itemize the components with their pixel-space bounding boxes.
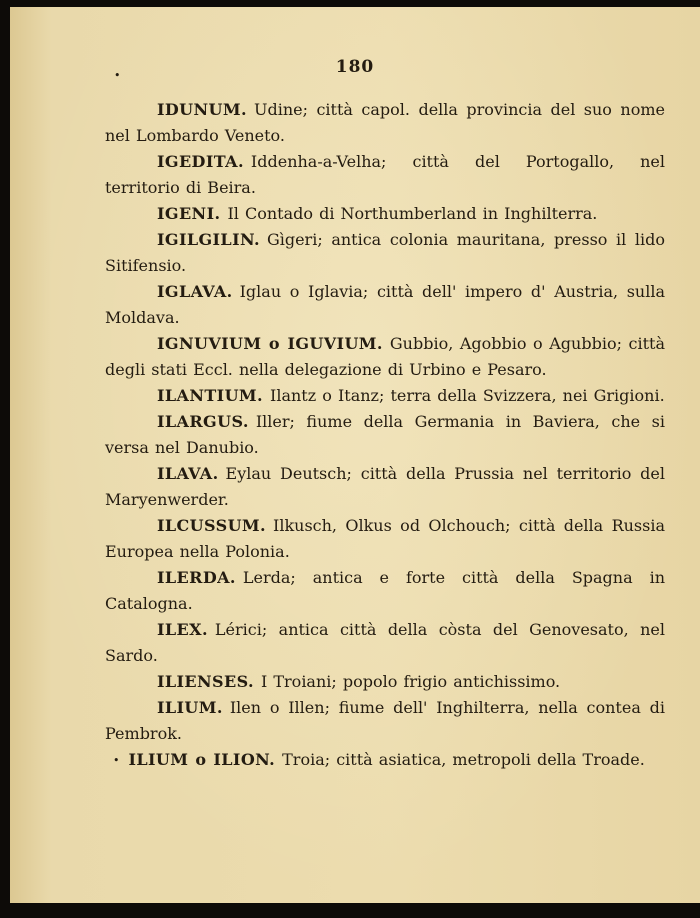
entry-body: Troia; città asiatica, metropoli della Troade. bbox=[282, 750, 645, 769]
ink-spot: • bbox=[114, 69, 121, 82]
entry-body: Iller; fiume della Germania in Baviera, che si versa nel Danubio. bbox=[105, 412, 665, 457]
entry-igeni bbox=[105, 201, 665, 227]
entry-body: Ilkusch, Olkus od Olchouch; città della Russia Europea nella Polonia. bbox=[105, 516, 665, 561]
entry-igilgilin bbox=[105, 227, 665, 279]
entry-headword: IGLAVA. bbox=[157, 282, 233, 301]
entry-headword: IGEDITA. bbox=[157, 152, 244, 171]
entry-body: Udine; città capol. della provincia del suo nome nel Lombardo Veneto. bbox=[105, 100, 665, 145]
entry-ilium-ilion bbox=[105, 747, 665, 774]
entry-body: Iddenha-a-Velha; città del Portogallo, nel territorio di Beira. bbox=[105, 152, 665, 197]
entry-headword: ILERDA. bbox=[157, 568, 236, 587]
entry-body: Iglau o Iglavia; città dell' impero d' Austria, sulla Moldava. bbox=[105, 282, 665, 327]
entry-headword: IGILGILIN. bbox=[157, 230, 260, 249]
entry-ilargus bbox=[105, 409, 665, 461]
entry-idunum bbox=[105, 97, 665, 149]
entry-iglava bbox=[105, 279, 665, 331]
entry-headword: IDUNUM. bbox=[157, 100, 247, 119]
entry-body: Lérici; antica città della còsta del Genovesato, nel Sardo. bbox=[105, 620, 665, 665]
entry-body: Ilantz o Itanz; terra della Svizzera, nei Grigioni. bbox=[270, 386, 665, 405]
entry-ilantium bbox=[105, 383, 665, 409]
entry-marker-dot: • bbox=[113, 753, 120, 767]
entry-ignuvium bbox=[105, 331, 665, 383]
page-header bbox=[10, 57, 700, 87]
entry-ilium bbox=[105, 695, 665, 747]
dictionary-entries bbox=[105, 97, 665, 774]
page-number: 180 bbox=[335, 57, 375, 77]
entry-headword: ILARGUS. bbox=[157, 412, 249, 431]
entry-body: I Troiani; popolo frigio antichissimo. bbox=[260, 672, 561, 691]
entry-headword: ILEX. bbox=[157, 620, 208, 639]
scan-edge-left bbox=[0, 0, 10, 918]
entry-ilerda bbox=[105, 565, 665, 617]
entry-ilcussum bbox=[105, 513, 665, 565]
entry-body: Gubbio, Agobbio o Agubbio; città degli stati Eccl. nella delegazione di Urbino e Pesaro. bbox=[105, 334, 665, 379]
entry-body: Lerda; antica e forte città della Spagna in Catalogna. bbox=[105, 568, 665, 613]
entry-igedita bbox=[105, 149, 665, 201]
page-paper bbox=[10, 7, 700, 903]
entry-body: Gìgeri; antica colonia mauritana, presso il lido Sitifensio. bbox=[105, 230, 665, 275]
entry-headword: ILIUM o ILION. bbox=[128, 750, 276, 769]
entry-headword: ILIUM. bbox=[157, 698, 223, 717]
entry-body: Il Contado di Northumberland in Inghilterra. bbox=[227, 204, 598, 223]
entry-headword: IGENI. bbox=[157, 204, 221, 223]
entry-headword: ILCUSSUM. bbox=[157, 516, 267, 535]
scan-edge-bottom bbox=[0, 903, 700, 918]
entry-headword: ILIENSES. bbox=[157, 672, 254, 691]
entry-ilava bbox=[105, 461, 665, 513]
entry-ilienses bbox=[105, 669, 665, 695]
entry-body: Ilen o Illen; fiume dell' Inghilterra, nella contea di Pembrok. bbox=[105, 698, 665, 743]
entry-headword: ILANTIUM. bbox=[157, 386, 263, 405]
entry-body: Eylau Deutsch; città della Prussia nel territorio del Maryenwerder. bbox=[105, 464, 665, 509]
entry-headword: IGNUVIUM o IGUVIUM. bbox=[157, 334, 383, 353]
entry-ilex bbox=[105, 617, 665, 669]
scan-edge-top bbox=[0, 0, 700, 7]
entry-headword: ILAVA. bbox=[157, 464, 219, 483]
